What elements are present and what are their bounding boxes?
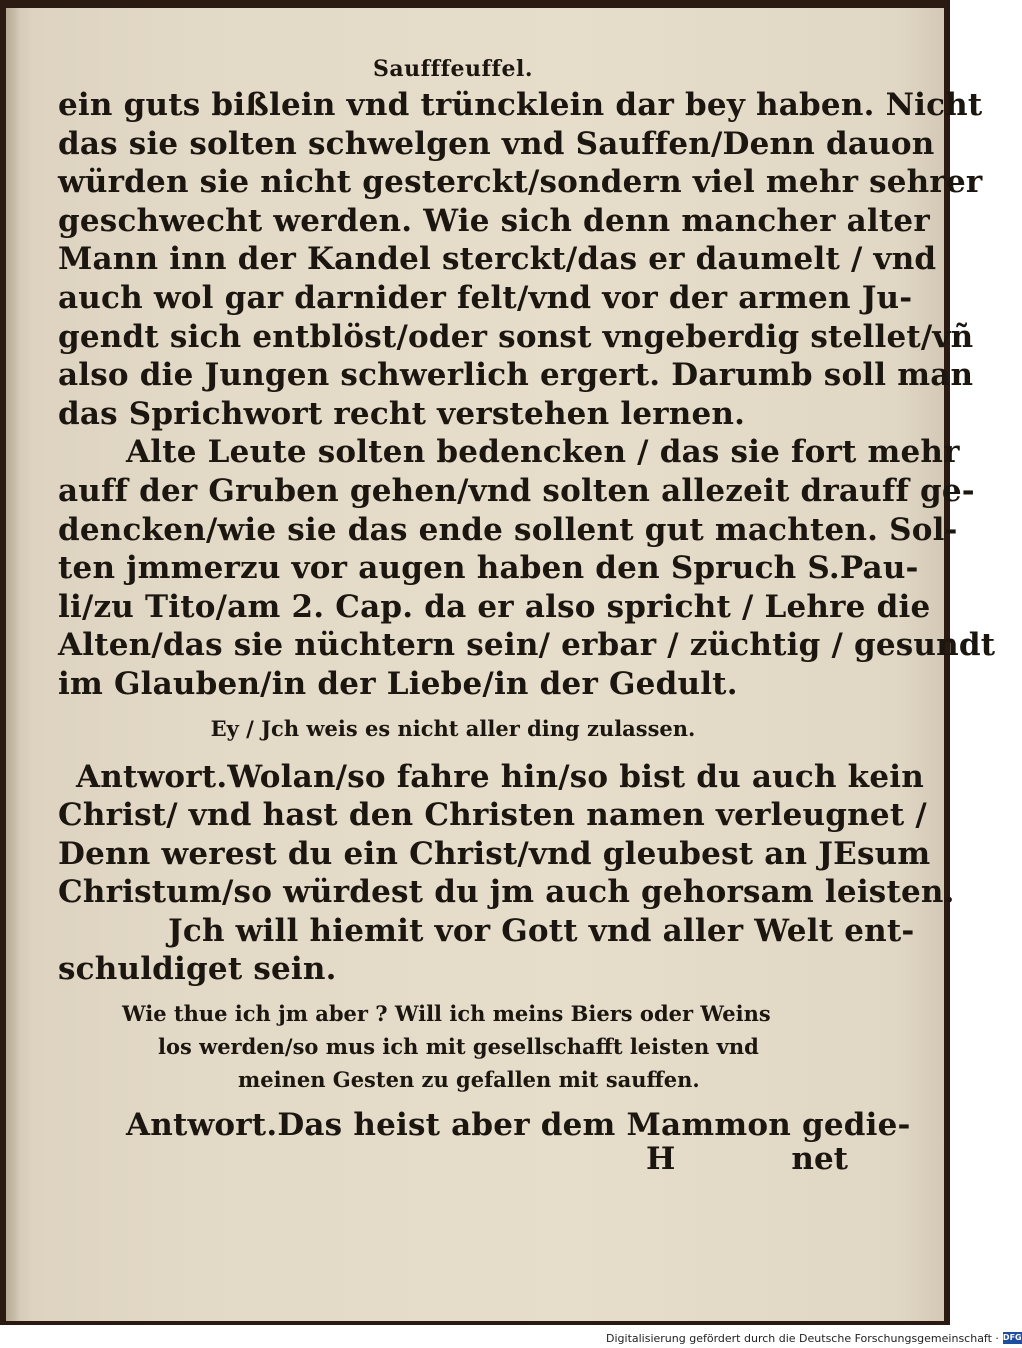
text-line: Jch will hiemit vor Gott vnd aller Welt ent-	[168, 912, 915, 949]
text-line: das Sprichwort recht verstehen lernen.	[58, 395, 746, 432]
question-line: meinen Gesten zu gefallen mit sauffen.	[238, 1067, 700, 1093]
question-heading-1: Ey / Jch weis es nicht aller ding zulassen.	[210, 715, 696, 741]
text-line: gendt sich entblöst/oder sonst vngeberdig stellet/vñ	[58, 318, 974, 355]
text-line: ein guts bißlein vnd trüncklein dar bey haben. Nicht	[58, 87, 983, 123]
answer-2-line: Antwort.Das heist aber dem Mammon gedie-	[126, 1107, 911, 1144]
question-line: Wie thue ich jm aber ? Will ich meins Biers oder Weins	[122, 1001, 771, 1027]
text-line: das sie solten schwelgen vnd Sauffen/Denn dauon	[58, 125, 935, 162]
text-line: auch wol gar darnider felt/vnd vor der armen Ju-	[58, 279, 913, 316]
paragraph-2	[58, 433, 996, 703]
text-line: Mann inn der Kandel sterckt/das er daumelt / vnd	[58, 241, 937, 278]
credit-text: Digitalisierung gefördert durch die Deutsche Forschungsgemeinschaft ·	[606, 1331, 999, 1345]
catchword: net	[791, 1140, 848, 1177]
digitization-credit	[606, 1329, 1022, 1347]
text-line: Alte Leute solten bedencken / das sie fort mehr	[126, 434, 960, 471]
paragraph-1	[58, 86, 983, 433]
text-line: dencken/wie sie das ende sollent gut machten. Sol-	[58, 511, 958, 548]
text-line: also die Jungen schwerlich ergert. Darumb soll man	[58, 357, 974, 394]
answer-1	[58, 758, 955, 912]
text-line: geschwecht werden. Wie sich denn mancher alter	[58, 202, 930, 239]
text-line: auff der Gruben gehen/vnd solten allezeit drauff ge-	[58, 472, 975, 509]
question-line: los werden/so mus ich mit gesellschafft leisten vnd	[158, 1034, 759, 1060]
text-line: würden sie nicht gesterckt/sondern viel mehr sehrer	[58, 164, 983, 201]
text-line: Christ/ vnd hast den Christen namen verleugnet /	[58, 797, 927, 834]
text-line: Denn werest du ein Christ/vnd gleubest an JEsum	[58, 835, 931, 872]
book-page	[6, 8, 996, 1321]
dfg-logo: DFG	[1002, 1333, 1022, 1342]
text-line: ten jmmerzu vor augen haben den Spruch S.Pau-	[58, 550, 919, 587]
text-line: Antwort.Wolan/so fahre hin/so bist du auch kein	[76, 758, 925, 795]
page-text-block	[58, 56, 996, 1181]
running-head: Saufffeuffel.	[373, 56, 533, 82]
text-line: schuldiget sein.	[58, 951, 337, 988]
question-heading-2	[58, 997, 848, 1096]
text-line: Christum/so würdest du jm auch gehorsam leisten.	[58, 874, 955, 911]
text-line: Alten/das sie nüchtern sein/ erbar / züchtig / gesundt	[58, 627, 996, 664]
declaration	[58, 912, 915, 989]
signature-mark: H	[646, 1140, 676, 1177]
page-gutter-shadow	[6, 8, 20, 1321]
text-line: im Glauben/in der Liebe/in der Gedult.	[58, 665, 738, 702]
page-footer-marks	[58, 1141, 848, 1181]
text-line: li/zu Tito/am 2. Cap. da er also spricht / Lehre die	[58, 588, 931, 625]
